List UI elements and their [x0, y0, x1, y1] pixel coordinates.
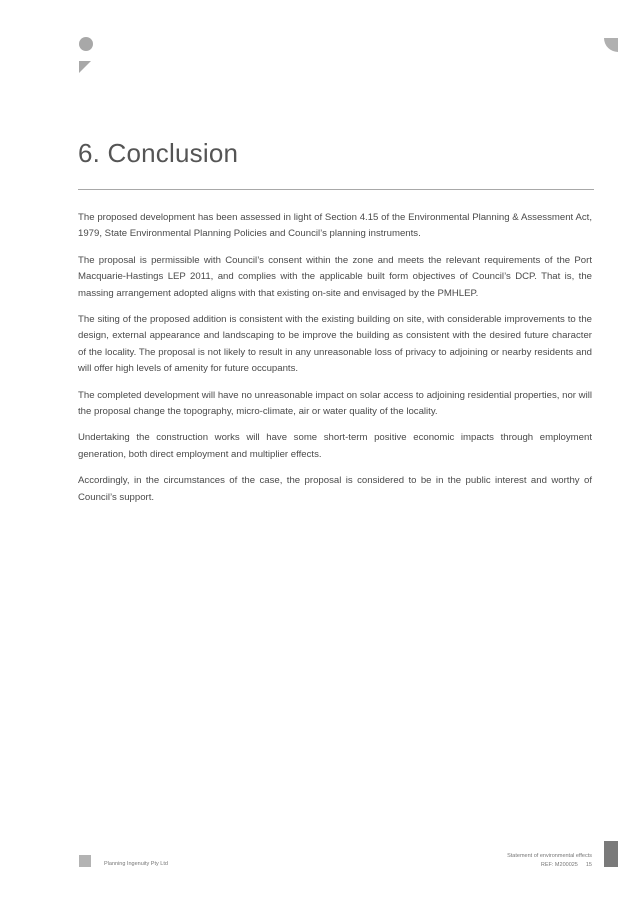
footer-ref-line — [507, 861, 592, 870]
header-triangle-mark — [79, 61, 91, 73]
corner-tab-mark — [604, 38, 618, 52]
footer-doc-title: Statement of environmental effects — [507, 853, 592, 859]
paragraph: The completed development will have no unreasonable impact on solar access to adjoining residential properties, nor will the proposal change the topography, micro-climate, air or water quality of the locality. — [78, 389, 592, 418]
paragraph: The siting of the proposed addition is consistent with the existing building on site, with considerable improvements to the design, external appearance and landscaping to be improve the building as consistent with the desired future character of the locality. The proposal is not likely to result in any unreasonable loss of privacy to adjoining or nearby residents and will offer high levels of amenity for future occupants. — [78, 314, 592, 375]
header-circle-mark — [79, 37, 93, 51]
footer-square-mark — [79, 855, 91, 867]
footer-company: Planning Ingenuity Pty Ltd — [104, 861, 168, 867]
paragraph: Accordingly, in the circumstances of the case, the proposal is considered to be in the public interest and worthy of Council’s support. — [78, 475, 592, 503]
title-divider — [78, 189, 594, 190]
footer-bar-mark — [604, 841, 618, 867]
paragraph: The proposal is permissible with Council’s consent within the zone and meets the relevant requirements of the Port Macquarie-Hastings LEP 2011, and complies with the applicable built form objectives of Council’s DCP. That is, the massing arrangement adopted aligns with that existing on-site and envisaged by the PMHLEP. — [78, 254, 592, 299]
section-title: 6. Conclusion — [78, 138, 239, 168]
paragraph: The proposed development has been assessed in light of Section 4.15 of the Environmental Planning & Assessment Act, 1979, State Environmental Planning Policies and Council’s planning instruments. — [78, 212, 592, 240]
conclusion-body — [78, 210, 592, 516]
footer-doc-info — [507, 852, 592, 870]
page-number: 15 — [585, 862, 592, 868]
paragraph: Undertaking the construction works will have some short-term positive economic impacts through employment generation, both direct employment and multiplier effects. — [78, 432, 592, 460]
footer-ref: REF: M200025 — [540, 862, 578, 868]
